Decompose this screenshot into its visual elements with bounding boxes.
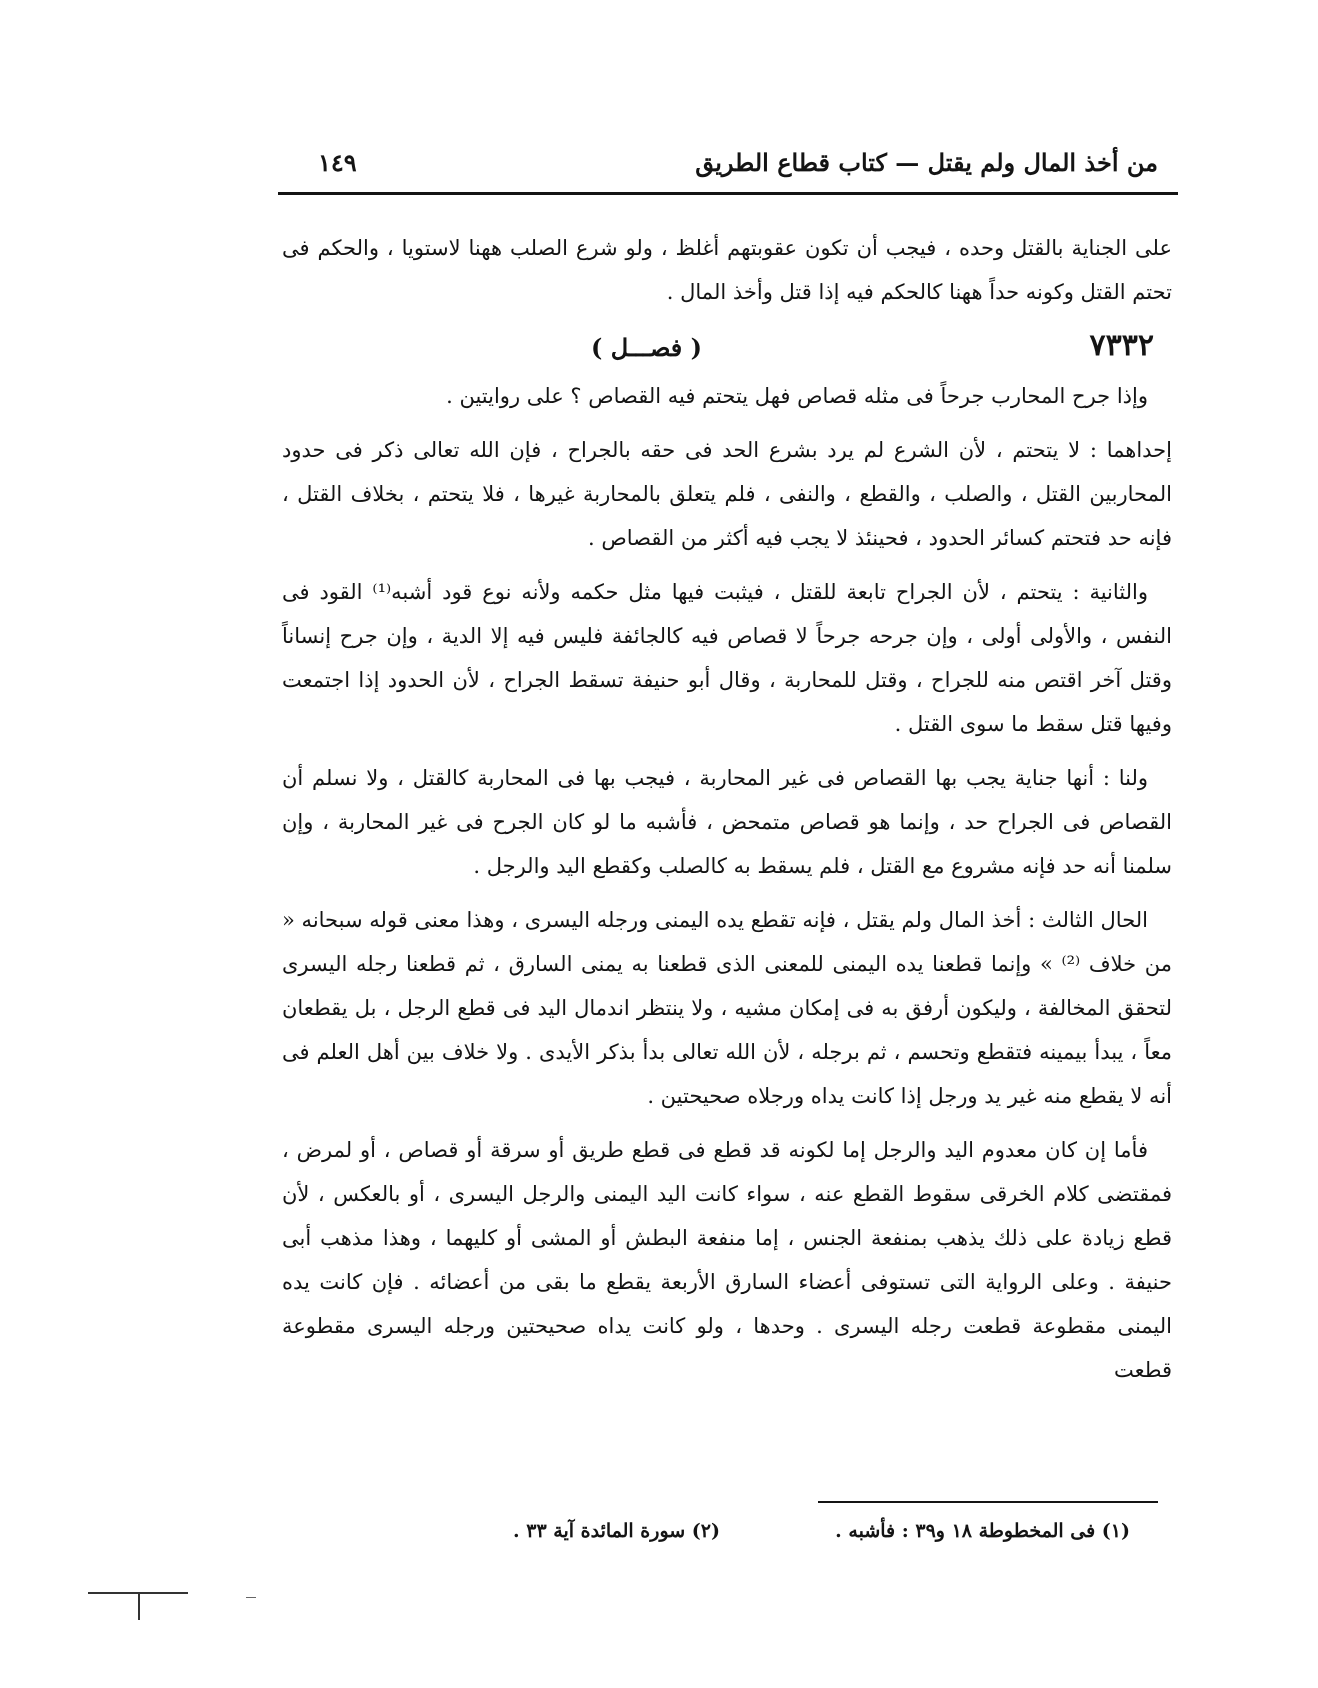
paragraph: والثانية : يتحتم ، لأن الجراح تابعة للقتل ، فيثبت فيها مثل حكمه ولأنه نوع قود أشبه⁽¹⁾ القود فى النفس ، والأولى أولى ، وإن جرحه جرحاً لا قصاص فيه كالجائفة فليس فيه إلا الدية ، وإن جرح إنساناً وقتل آخر اقتص منه للجراح ، وقتل للمحاربة ، وقال أبو حنيفة تسقط الجراح ، لأن الحدود إذا اجتمعت وفيها قتل سقط ما سوى القتل . xyxy=(282,580,1172,736)
header-title: من أخذ المال ولم يقتل — كتاب قطاع الطريق xyxy=(695,148,1158,177)
paragraph: إحداهما : لا يتحتم ، لأن الشرع لم يرد بشرع الحد فى حقه بالجراح ، فإن الله تعالى ذكر فى حدود المحاربين القتل ، والصلب ، والقطع ، والنفى ، فلم يتعلق بالمحاربة غيرها ، فلا يتحتم ، بخلاف القتل ، فإنه حد فتحتم كسائر الحدود ، فحينئذ لا يجب فيه أكثر من القصاص . xyxy=(282,438,1172,550)
footnote-1: (١) فى المخطوطة ١٨ و٣٩ : فأشبه . xyxy=(835,1520,1130,1542)
body-text xyxy=(282,226,1172,1402)
footnote-2: (٢) سورة المائدة آية ٣٣ . xyxy=(513,1520,720,1542)
scan-mark xyxy=(138,1592,140,1620)
footnotes xyxy=(430,1520,1130,1554)
footnote-rule xyxy=(818,1501,1158,1503)
running-header xyxy=(278,148,1178,190)
paragraph: على الجناية بالقتل وحده ، فيجب أن تكون عقوبتهم أغلظ ، ولو شرع الصلب ههنا لاستويا ، والحكم فى تحتم القتل وكونه حداً ههنا كالحكم فيه إذا قتل وأخذ المال . xyxy=(282,236,1172,304)
paragraph: وإذا جرح المحارب جرحاً فى مثله قصاص فهل يتحتم فيه القصاص ؟ على روايتين . xyxy=(446,384,1148,408)
page-number: ١٤٩ xyxy=(318,148,357,177)
scan-mark xyxy=(246,1597,256,1598)
section-number: ٧٣٣٢ xyxy=(1089,328,1154,363)
section-heading xyxy=(282,324,1172,370)
paragraph: فأما إن كان معدوم اليد والرجل إما لكونه قد قطع فى قطع طريق أو سرقة أو قصاص ، أو لمرض ، فمقتضى كلام الخرقى سقوط القطع عنه ، سواء كانت اليد اليمنى والرجل اليسرى ، أو بالعكس ، لأن قطع زيادة على ذلك يذهب بمنفعة الجنس ، إما منفعة البطش أو المشى أو كليهما ، وهذا مذهب أبى حنيفة . وعلى الرواية التى تستوفى أعضاء السارق الأربعة يقطع ما بقى من أعضائه . فإن كانت يده اليمنى مقطوعة قطعت رجله اليسرى . وحدها ، ولو كانت يداه صحيحتين ورجله اليسرى مقطوعة قطعت xyxy=(282,1138,1172,1382)
paragraph: ولنا : أنها جناية يجب بها القصاص فى غير المحاربة ، فيجب بها فى المحاربة كالقتل ، ولا نسلم أن القصاص فى الجراح حد ، وإنما هو قصاص متمحض ، فأشبه ما لو كان الجرح فى غير المحاربة ، وإن سلمنا أنه حد فإنه مشروع مع القتل ، فلم يسقط به كالصلب وكقطع اليد والرجل . xyxy=(282,766,1172,878)
header-rule xyxy=(278,192,1178,195)
paragraph: الحال الثالث : أخذ المال ولم يقتل ، فإنه تقطع يده اليمنى ورجله اليسرى ، وهذا معنى قوله سبحانه « من خلاف ⁽²⁾ » وإنما قطعنا يده اليمنى للمعنى الذى قطعنا به يمنى السارق ، ثم قطعنا رجله اليسرى لتحقق المخالفة ، وليكون أرفق به فى إمكان مشيه ، ولا ينتظر اندمال اليد فى قطع الرجل ، بل يقطعان معاً ، يبدأ بيمينه فتقطع وتحسم ، ثم برجله ، لأن الله تعالى بدأ بذكر الأيدى . ولا خلاف بين أهل العلم فى أنه لا يقطع منه غير يد ورجل إذا كانت يداه ورجلاه صحيحتين . xyxy=(282,908,1172,1108)
section-title: ( فصـــل ) xyxy=(591,333,702,362)
